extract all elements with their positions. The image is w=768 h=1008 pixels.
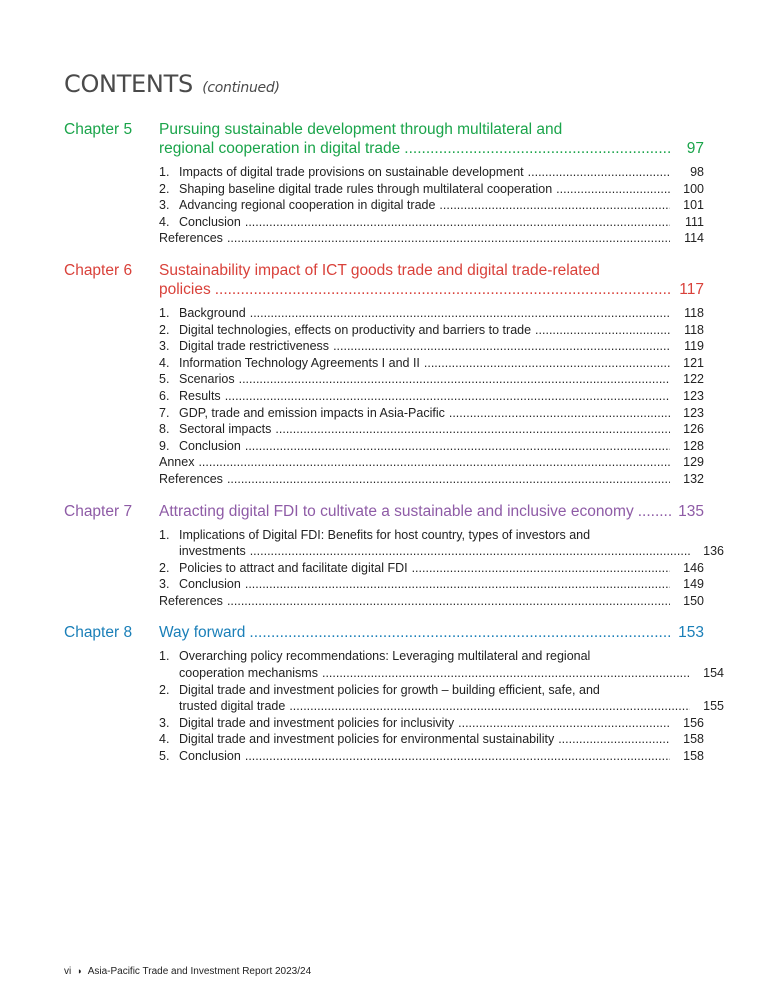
section-entry[interactable] [159, 648, 724, 681]
section-title: References [159, 593, 223, 608]
dot-leader [556, 181, 670, 198]
dot-leader [250, 305, 670, 322]
section-entry[interactable] [159, 338, 704, 355]
section-number: 5. [159, 749, 170, 764]
section-number: 2. [159, 560, 170, 575]
section-title: Conclusion [179, 438, 241, 453]
section-page-number: 111 [684, 214, 704, 229]
footer-page-number: vi [64, 966, 72, 977]
chapter-label[interactable]: Chapter 8 [64, 624, 133, 642]
chapter-title-line: policies [159, 280, 211, 298]
section-page-number: 136 [703, 544, 724, 559]
chapter-page-number: 153 [678, 624, 704, 642]
section-list [159, 305, 704, 488]
section-page-number: 129 [683, 455, 704, 470]
dot-leader [245, 576, 670, 593]
section-title: Conclusion [179, 577, 241, 592]
section-entry[interactable] [159, 560, 704, 577]
section-page-number: 114 [684, 231, 704, 246]
section-entry[interactable] [159, 388, 704, 405]
section-title: Background [179, 305, 246, 320]
section-number: 3. [159, 715, 170, 730]
page-title [64, 70, 280, 98]
section-page-number: 118 [684, 322, 704, 337]
dot-leader [225, 388, 670, 405]
chapter-entry [64, 261, 704, 488]
section-number: 6. [159, 388, 170, 403]
dot-leader [227, 593, 670, 610]
section-page-number: 122 [683, 372, 704, 387]
section-title: Information Technology Agreements I and II [179, 355, 420, 370]
chapter-title-line: Pursuing sustainable development through multilateral and [159, 121, 563, 138]
dot-leader [535, 322, 670, 339]
dot-leader [439, 197, 670, 214]
section-title: Overarching policy recommendations: Leveraging multilateral and regional [179, 649, 591, 664]
section-title: investments [179, 544, 246, 559]
section-page-number: 128 [683, 438, 704, 453]
dot-leader [412, 560, 670, 577]
dot-leader [458, 715, 670, 732]
section-page-number: 123 [683, 388, 704, 403]
section-title: Digital trade restrictiveness [179, 339, 330, 354]
section-entry[interactable] [159, 576, 704, 593]
chapter-label[interactable]: Chapter 6 [64, 261, 133, 279]
section-page-number: 126 [683, 422, 704, 437]
chapter-title-line: regional cooperation in digital trade [159, 140, 401, 157]
chapter-title[interactable] [159, 502, 704, 521]
footer-report-title: Asia-Pacific Trade and Investment Report 2023/24 [87, 966, 312, 977]
section-entry[interactable] [159, 305, 704, 322]
dot-leader [322, 665, 690, 682]
section-title: Scenarios [179, 372, 235, 387]
dot-leader [558, 731, 670, 748]
section-number: 2. [159, 181, 170, 196]
dot-leader [424, 355, 670, 372]
section-entry[interactable] [159, 471, 704, 488]
dot-leader [215, 280, 672, 299]
chapter-title-line: Way forward [159, 624, 246, 642]
section-number: 2. [159, 682, 170, 697]
section-title: Digital trade and investment policies for growth – building efficient, safe, and [179, 682, 600, 697]
section-page-number: 155 [703, 699, 724, 714]
section-entry[interactable] [159, 421, 704, 438]
section-page-number: 100 [683, 181, 704, 196]
section-number: 1. [159, 527, 170, 542]
section-number: 2. [159, 322, 170, 337]
dot-leader [249, 623, 672, 642]
section-title: Policies to attract and facilitate digital FDI [179, 560, 408, 575]
section-title: cooperation mechanisms [179, 666, 318, 681]
section-page-number: 98 [690, 165, 704, 179]
chapter-title[interactable] [159, 261, 704, 299]
footer-separator-icon: ◗ [77, 966, 83, 976]
section-entry[interactable] [159, 527, 724, 560]
section-list [159, 164, 704, 247]
section-number: 3. [159, 198, 170, 213]
section-title: Digital technologies, effects on productivity and barriers to trade [179, 322, 532, 337]
section-number: 1. [159, 305, 170, 320]
section-page-number: 121 [683, 355, 704, 370]
dot-leader [333, 338, 670, 355]
section-title: Results [179, 388, 221, 403]
section-number: 4. [159, 732, 170, 747]
section-page-number: 154 [703, 666, 724, 681]
section-number: 8. [159, 422, 170, 437]
chapter-title[interactable] [159, 120, 704, 158]
chapter-title-line: Sustainability impact of ICT goods trade and digital trade-related [159, 261, 600, 279]
section-entry[interactable] [159, 748, 704, 765]
chapter-label[interactable]: Chapter 5 [64, 121, 133, 138]
section-entry[interactable] [159, 405, 704, 422]
dot-leader [227, 471, 670, 488]
section-list [159, 648, 724, 764]
chapter-title-line: Attracting digital FDI to cultivate a sustainable and inclusive economy [159, 502, 634, 520]
section-page-number: 158 [683, 749, 704, 764]
section-entry[interactable] [159, 371, 704, 388]
section-title: Annex [159, 455, 195, 470]
section-title: Implications of Digital FDI: Benefits for host country, types of investors and [179, 527, 591, 542]
section-title: Shaping baseline digital trade rules through multilateral cooperation [179, 181, 553, 196]
section-title: trusted digital trade [179, 699, 286, 714]
chapter-page-number: 117 [679, 280, 704, 298]
chapter-entry [64, 623, 724, 764]
section-page-number: 156 [683, 715, 704, 730]
chapter-title[interactable] [159, 623, 704, 642]
section-number: 1. [159, 649, 170, 664]
section-page-number: 158 [683, 732, 704, 747]
section-title: Conclusion [179, 214, 241, 229]
dot-leader [239, 371, 670, 388]
section-page-number: 118 [684, 305, 704, 320]
section-entry[interactable] [159, 682, 724, 715]
chapter-label[interactable]: Chapter 7 [64, 502, 133, 520]
title-continued: (continued) [202, 80, 280, 96]
section-title: References [159, 471, 223, 486]
dot-leader [245, 214, 670, 231]
section-number: 4. [159, 355, 170, 370]
section-title: References [159, 231, 223, 246]
page-footer [64, 966, 311, 977]
dot-leader [198, 454, 670, 471]
section-entry[interactable] [159, 214, 704, 231]
dot-leader [245, 748, 670, 765]
section-title: Conclusion [179, 749, 241, 764]
section-entry[interactable] [159, 322, 704, 339]
section-page-number: 101 [683, 198, 704, 213]
section-title: Impacts of digital trade provisions on sustainable development [179, 165, 524, 179]
section-number: 9. [159, 438, 170, 453]
section-entry[interactable] [159, 593, 704, 610]
section-title: Digital trade and investment policies for inclusivity [179, 715, 455, 730]
chapter-entry [64, 120, 704, 247]
section-entry[interactable] [159, 197, 704, 214]
table-of-contents [64, 120, 724, 779]
section-page-number: 149 [683, 577, 704, 592]
dot-leader [404, 139, 672, 158]
section-entry[interactable] [159, 230, 704, 247]
section-page-number: 146 [683, 560, 704, 575]
section-number: 5. [159, 372, 170, 387]
section-number: 3. [159, 339, 170, 354]
chapter-page-number: 135 [678, 502, 704, 520]
section-entry[interactable] [159, 181, 704, 198]
dot-leader [227, 230, 670, 247]
section-number: 3. [159, 577, 170, 592]
section-page-number: 119 [684, 339, 704, 354]
section-entry[interactable] [159, 454, 704, 471]
dot-leader [245, 438, 670, 455]
section-title: Sectoral impacts [179, 422, 272, 437]
section-number: 1. [159, 165, 170, 179]
section-entry[interactable] [159, 355, 704, 372]
dot-leader [250, 543, 690, 560]
dot-leader [528, 164, 670, 181]
section-page-number: 150 [683, 593, 704, 608]
section-title: GDP, trade and emission impacts in Asia-Pacific [179, 405, 445, 420]
section-page-number: 132 [683, 471, 704, 486]
dot-leader [449, 405, 670, 422]
section-list [159, 527, 724, 610]
section-entry[interactable] [159, 164, 704, 181]
dot-leader [289, 698, 690, 715]
section-title: Digital trade and investment policies for environmental sustainability [179, 732, 555, 747]
section-title: Advancing regional cooperation in digital trade [179, 198, 436, 213]
chapter-entry [64, 502, 724, 610]
section-page-number: 123 [683, 405, 704, 420]
section-entry[interactable] [159, 438, 704, 455]
title-main: CONTENTS [64, 70, 193, 98]
section-number: 4. [159, 214, 170, 229]
section-entry[interactable] [159, 731, 704, 748]
dot-leader [275, 421, 670, 438]
section-number: 7. [159, 405, 170, 420]
section-entry[interactable] [159, 715, 704, 732]
dot-leader [638, 502, 672, 521]
chapter-page-number: 97 [686, 140, 704, 157]
